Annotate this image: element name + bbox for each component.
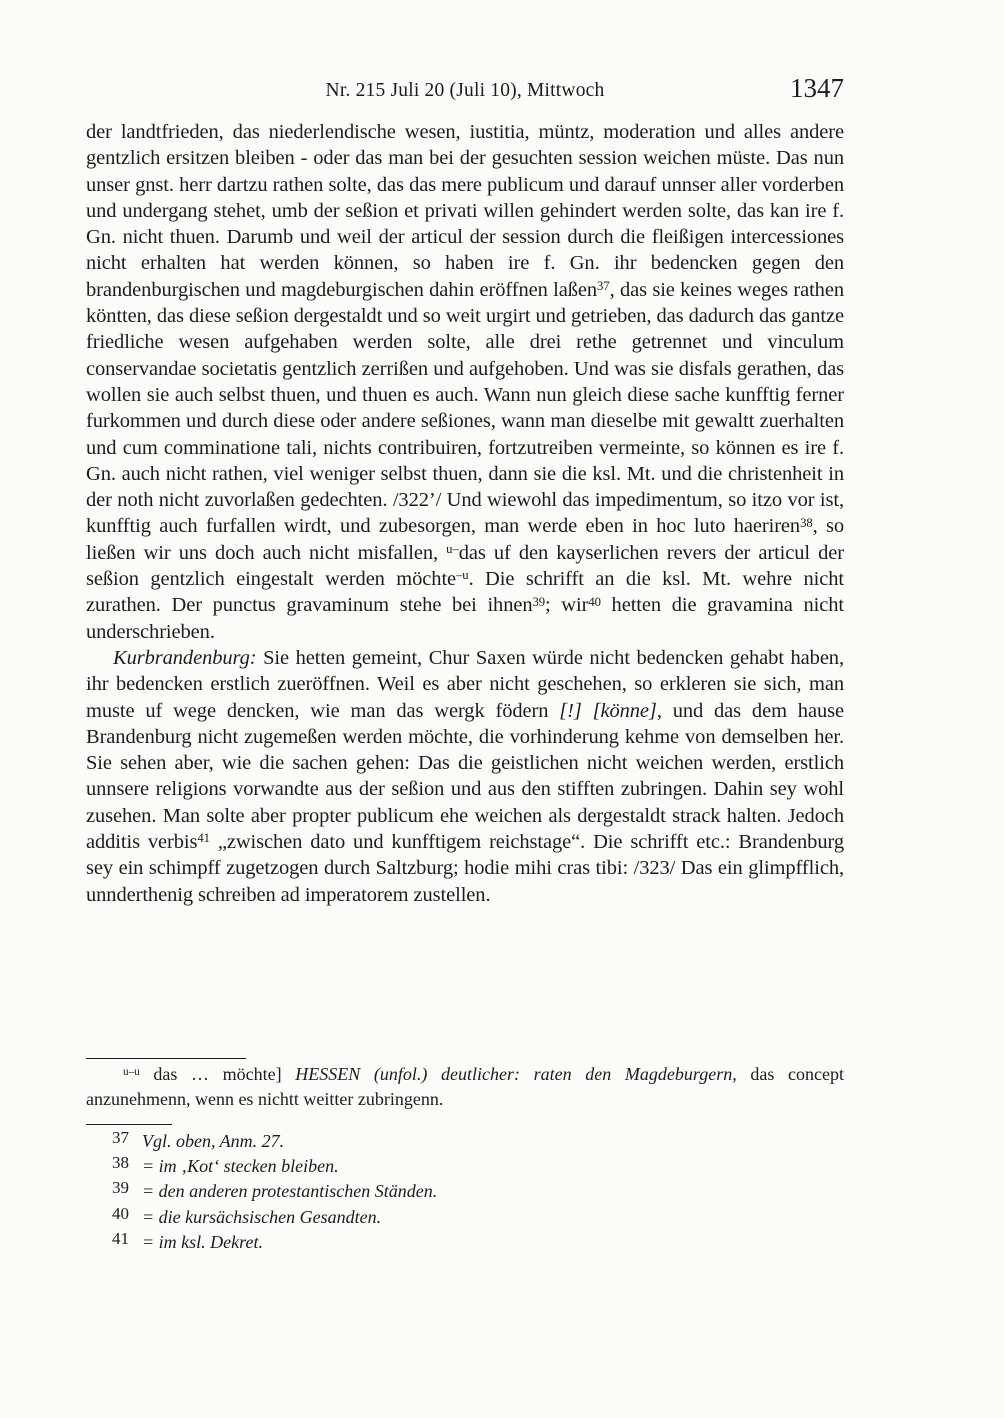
footnote-marker: 40 (112, 1203, 129, 1223)
footnote-text: = den anderen protestantischen Ständen. (142, 1181, 438, 1202)
footnote-item (86, 1154, 844, 1179)
footnote-text: Vgl. oben, Anm. 27. (142, 1131, 285, 1151)
footnote-item (86, 1179, 844, 1204)
footnote-item (86, 1230, 844, 1255)
footnote-text: = im ksl. Dekret. (142, 1231, 263, 1252)
footnote-text: = im ‚Kot‘ stecken bleiben. (142, 1156, 339, 1177)
footnotes-divider (86, 1124, 172, 1125)
paragraph-kurbrandenburg: Kurbrandenburg: Sie hetten gemeint, Chur Saxen würde nicht bedencken gehabt haben, ihr bedencken erstlich zueröffnen. Weil es aber nicht geschehen, so erkleren sie sich, man muste uf wege dencken, wie man das wergk födern [!] [könne], und das dem hause Brandenburg nicht zugemeßen werden möchte, die vorhinderung kehme von demselben her. Sie sehen aber, wie die sachen gehen: Das die geistlichen nicht weichen werden, erstlich unnsere religions vorwandte aus der seßion und aus den stifften zubringen. Dahin sey wohl zusehen. Man solte aber propter publicum ehe weichen als dergestaldt strack halten. Jedoch additis verbis$^{41}$ „zwischen dato und kunfftigem reichstage“. Die schrifft etc.: Brandenburg sey ein schimpff zugetzogen durch Saltzburg; hodie mihi cras tibi: /323/ Das ein glimpfflich, unnderthenig schreiben ad imperatorem zustellen. (86, 646, 844, 906)
apparatus-note: $^{u-u}$ das … möchte] HESSEN (unfol.) deutlicher: raten den Magdeburgern, das concept anzunehmenn, wenn es nichtt weitter zubringenn. (86, 1064, 844, 1109)
running-header (86, 73, 844, 110)
footnote-item (86, 1129, 844, 1154)
footnote-item (86, 1205, 844, 1230)
page-number: 1347 (790, 73, 844, 103)
footnote-marker: 38 (112, 1153, 129, 1173)
footnote-marker: 37 (112, 1128, 129, 1147)
body-text (86, 119, 844, 1057)
apparatus-divider (86, 1058, 246, 1059)
running-head-title: Nr. 215 Juli 20 (Juli 10), Mittwoch (325, 80, 605, 101)
footnote-marker: 39 (112, 1178, 129, 1198)
footnote-text: = die kursächsischen Gesandten. (142, 1206, 382, 1227)
footnotes (86, 1129, 844, 1255)
footnote-marker: 41 (112, 1228, 129, 1248)
paragraph-continuation: der landtfrieden, das niederlendische wesen, iustitia, müntz, moderation und alles andere gentzlich ersitzen bleiben - oder das man bei der gesuchten session weichen müste. Das nun unser gnst. herr dartzu rathen solte, das das mere publicum und darauf unnser aller vorderben und undergang stehet, umb der seßion et privati willen gehindert werden solte, das kan ire f. Gn. nicht thuen. Darumb und weil der articul der session durch die fleißigen intercessiones nicht erhalten hat werden können, so haben ire f. Gn. ihr bedencken gegen den brandenburgischen und magdeburgischen dahin eröffnen laßen$^{37}$, das sie keines weges rathen köntten, das diese seßion dergestaldt und so weit urgirt und getrieben, das dadurch das gantze friedliche wesen aufgehaben werden solte, alle drei rethe getrennet und vinculum conservandae societatis gentzlich zerrißen und aufgehoben. Und was sie disfals gerathen, das wollen sie auch selbst thuen, und thuen es auch. Wann nun gleich diese sache kunfftig ferner furkommen und durch diese oder andere seßiones, wann man dieselbe mit gewaltt zuerhalten und cum comminatione tali, nichts contribuiren, fortzutreiben vermeinte, so können es ire f. Gn. auch nicht rathen, viel weniger selbst thuen, dann sie die ksl. Mt. und die christenheit in der noth nicht zuvorlaßen gedechten. /322’/ Und wiewohl das impedimentum, so itzo vor ist, kunfftig auch furfallen wirdt, und zubesorgen, man werde eben in hoc luto haeriren$^{38}$, so ließen wir uns doch auch nicht misfallen, $^{u-}$das uf den kayserlichen revers der articul der seßion gentzlich eingestalt werden möchte$^{-u}$. Die schrifft an die ksl. Mt. wehre nicht zurathen. Der punctus gravaminum stehe bei ihnen$^{39}$; wir$^{40}$ hetten die gravamina nicht underschrieben. (86, 121, 844, 643)
